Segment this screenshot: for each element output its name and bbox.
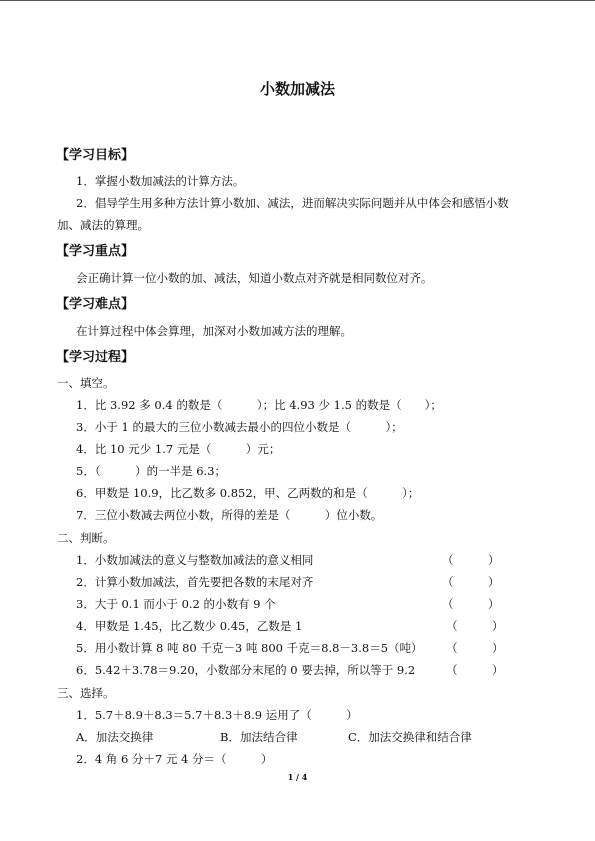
section-heading-goals: 【学习目标】 <box>56 148 135 163</box>
judge-item: 4．甲数是 1.45，比乙数少 0.45，乙数是 1 <box>76 619 303 633</box>
page-number: 1 / 4 <box>287 772 308 782</box>
judge-item: 3．大于 0.1 而小于 0.2 的小数有 9 个 <box>76 597 276 611</box>
fill-item: 3．小于 1 的最大的三位小数减去最小的四位小数是（ ）； <box>76 420 403 434</box>
judge-answer-bracket: （ ） <box>446 641 504 655</box>
fill-item: 1．比 3.92 多 0.4 的数是（ ）；比 4.93 少 1.5 的数是（ ）； <box>76 398 442 412</box>
judge-answer-bracket: （ ） <box>446 619 504 633</box>
page-title: 小数加减法 <box>259 80 335 98</box>
judge-item: 5．用小数计算 8 吨 80 千克－3 吨 800 千克＝8.8－3.8＝5（吨） <box>76 641 423 655</box>
judge-answer-bracket: （ ） <box>442 575 500 589</box>
judge-answer-bracket: （ ） <box>442 553 500 567</box>
section-heading-key-points: 【学习重点】 <box>56 244 135 259</box>
section-heading-process: 【学习过程】 <box>56 350 135 365</box>
judge-item: 6．5.42＋3.78＝9.20，小数部分末尾的 0 要去掉，所以等于 9.2 <box>76 663 416 677</box>
part1-heading: 一、填空。 <box>57 376 115 390</box>
choice-question-1: 1．5.7＋8.9＋8.3＝5.7＋8.3＋8.9 运用了（ ） <box>76 708 358 722</box>
judge-item: 1．小数加减法的意义与整数加减法的意义相同 <box>76 553 314 567</box>
part3-heading: 三、选择。 <box>57 686 115 700</box>
fill-item: 7．三位小数减去两位小数，所得的差是（ ）位小数。 <box>76 508 383 522</box>
section-heading-difficulties: 【学习难点】 <box>56 297 135 312</box>
key-points-text: 会正确计算一位小数的加、减法，知道小数点对齐就是相同数位对齐。 <box>76 271 433 285</box>
fill-item: 5．（ ）的一半是 6.3； <box>76 464 227 478</box>
fill-item: 4．比 10 元少 1.7 元是（ ）元； <box>76 442 281 456</box>
judge-answer-bracket: （ ） <box>442 597 500 611</box>
choice-option-a: A．加法交换律 <box>76 730 154 744</box>
goal-item-1: 1．掌握小数加减法的计算方法。 <box>76 174 245 188</box>
choice-option-c: C．加法交换律和结合律 <box>348 730 472 744</box>
header-rule <box>0 0 595 1</box>
part2-heading: 二、判断。 <box>57 531 115 545</box>
judge-item: 2．计算小数加减法，首先要把各数的末尾对齐 <box>76 575 314 589</box>
goal-item-2-cont: 加、减法的算理。 <box>57 218 149 232</box>
fill-item: 6．甲数是 10.9，比乙数多 0.852，甲、乙两数的和是（ ）； <box>76 486 420 500</box>
choice-question-2: 2．4 角 6 分＋7 元 4 分＝（ ） <box>76 752 273 766</box>
judge-answer-bracket: （ ） <box>446 663 504 677</box>
choice-option-b: B．加法结合律 <box>220 730 298 744</box>
difficulties-text: 在计算过程中体会算理，加深对小数加减方法的理解。 <box>76 324 352 338</box>
goal-item-2: 2．倡导学生用多种方法计算小数加、减法，进而解决实际问题并从中体会和感悟小数 <box>76 196 509 210</box>
